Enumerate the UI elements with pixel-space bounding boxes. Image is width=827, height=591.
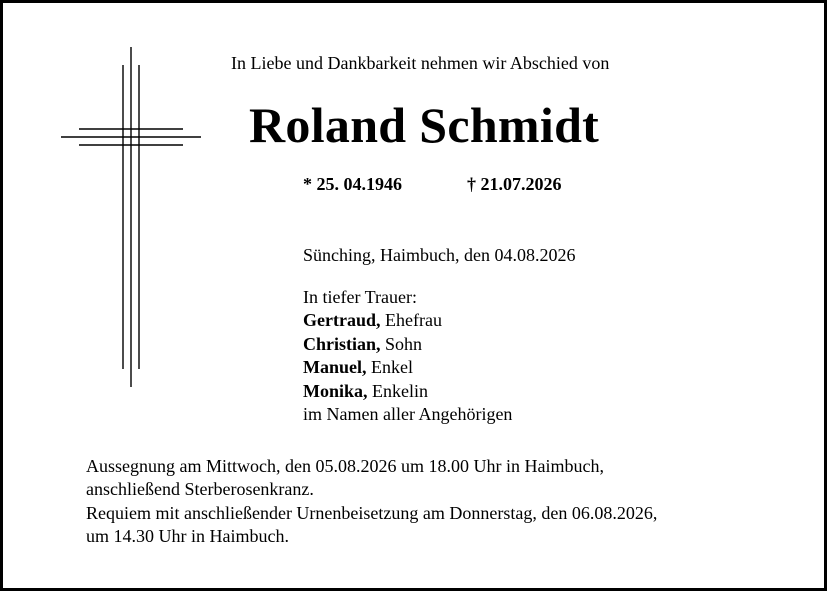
deceased-name: Roland Schmidt (249, 97, 600, 153)
info-line: anschließend Sterberosenkranz. (86, 479, 314, 500)
place-date: Sünching, Haimbuch, den 04.08.2026 (303, 245, 576, 265)
mourner-name: Monika, (303, 380, 368, 401)
death-date: † 21.07.2026 (467, 174, 562, 194)
life-dates (303, 173, 562, 195)
mourner-row (303, 356, 512, 379)
mourner-row (303, 380, 512, 403)
info-line: um 14.30 Uhr in Haimbuch. (86, 526, 289, 547)
closing-line: im Namen aller Angehörigen (303, 404, 513, 425)
mourner-name: Manuel, (303, 357, 367, 378)
mourner-name: Gertraud, (303, 310, 381, 331)
funeral-info (86, 455, 657, 549)
mourner-row (303, 309, 512, 332)
info-line: Aussegnung am Mittwoch, den 05.08.2026 um 18.00 Uhr in Haimbuch, (86, 456, 604, 476)
mourner-row (303, 333, 512, 356)
mourner-relation: Enkelin (372, 380, 429, 401)
mourning-heading: In tiefer Trauer: (303, 287, 417, 307)
mourner-relation: Enkel (371, 357, 414, 378)
info-line: Requiem mit anschließender Urnenbeisetzung am Donnerstag, den 06.08.2026, (86, 502, 658, 523)
birth-date: * 25. 04.1946 (303, 174, 402, 194)
intro-text: In Liebe und Dankbarkeit nehmen wir Abschied von (231, 53, 610, 73)
mourner-relation: Ehefrau (384, 310, 442, 331)
mourner-relation: Sohn (385, 333, 423, 354)
mourners-list (303, 286, 512, 426)
mourner-name: Christian, (303, 333, 381, 354)
cross-icon (59, 45, 203, 389)
